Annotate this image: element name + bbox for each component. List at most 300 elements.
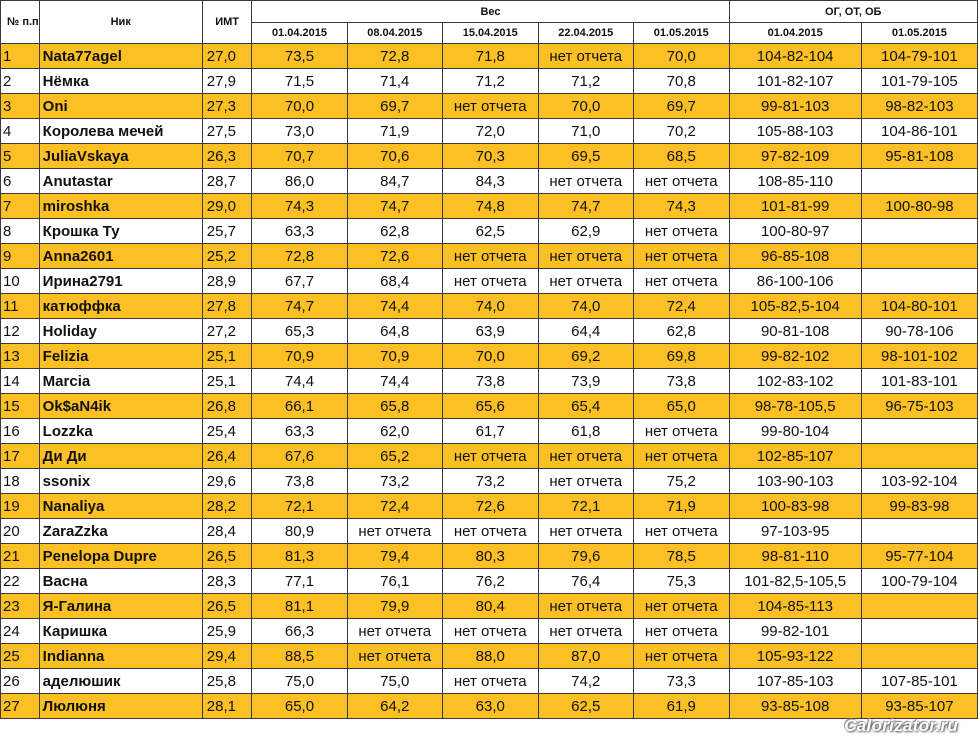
weight-cell: 74,0: [443, 294, 539, 319]
weight-cell: нет отчета: [634, 519, 730, 544]
measure-cell: [861, 244, 977, 269]
weight-cell: 63,9: [443, 319, 539, 344]
weight-cell: нет отчета: [634, 619, 730, 644]
bmi-cell: 29,0: [202, 194, 252, 219]
header-weight-date: 22.04.2015: [538, 23, 634, 44]
measure-cell: 101-82-107: [729, 69, 861, 94]
bmi-cell: 29,6: [202, 469, 252, 494]
measure-cell: 90-78-106: [861, 319, 977, 344]
weight-cell: 80,9: [252, 519, 347, 544]
weight-cell: 77,1: [252, 569, 347, 594]
nick-cell: Я-Галина: [39, 594, 202, 619]
weight-cell: 72,0: [443, 119, 539, 144]
weight-cell: 64,8: [347, 319, 443, 344]
weight-cell: 62,8: [347, 219, 443, 244]
weight-cell: 62,5: [443, 219, 539, 244]
bmi-cell: 27,2: [202, 319, 252, 344]
weight-cell: 74,4: [347, 369, 443, 394]
weight-cell: нет отчета: [634, 169, 730, 194]
table-row: [1, 444, 978, 469]
weight-cell: 73,8: [443, 369, 539, 394]
weight-cell: нет отчета: [538, 619, 634, 644]
weight-cell: 72,8: [252, 244, 347, 269]
weight-cell: 71,2: [538, 69, 634, 94]
row-number: 11: [1, 294, 40, 319]
table-row: [1, 294, 978, 319]
nick-cell: Felizia: [39, 344, 202, 369]
weight-cell: 70,9: [252, 344, 347, 369]
nick-cell: Люлюня: [39, 694, 202, 719]
nick-cell: Holiday: [39, 319, 202, 344]
row-number: 2: [1, 69, 40, 94]
weight-cell: 73,3: [634, 669, 730, 694]
nick-cell: Anna2601: [39, 244, 202, 269]
nick-cell: Ди Ди: [39, 444, 202, 469]
measure-cell: 105-82,5-104: [729, 294, 861, 319]
weight-cell: 71,0: [538, 119, 634, 144]
measure-cell: 98-78-105,5: [729, 394, 861, 419]
measure-cell: 104-82-104: [729, 44, 861, 69]
nick-cell: Indianna: [39, 644, 202, 669]
weight-cell: 86,0: [252, 169, 347, 194]
header-weight-date: 01.04.2015: [252, 23, 347, 44]
weight-cell: 68,5: [634, 144, 730, 169]
weight-cell: 84,3: [443, 169, 539, 194]
weight-cell: нет отчета: [538, 169, 634, 194]
bmi-cell: 25,2: [202, 244, 252, 269]
measure-cell: 98-101-102: [861, 344, 977, 369]
header-num: № п.п: [1, 1, 40, 44]
row-number: 24: [1, 619, 40, 644]
weight-cell: 71,9: [634, 494, 730, 519]
measure-cell: 103-90-103: [729, 469, 861, 494]
weight-cell: 72,6: [443, 494, 539, 519]
measure-cell: 98-81-110: [729, 544, 861, 569]
weight-cell: 69,7: [634, 94, 730, 119]
weight-cell: нет отчета: [538, 244, 634, 269]
weight-cell: 62,8: [634, 319, 730, 344]
row-number: 19: [1, 494, 40, 519]
weight-cell: нет отчета: [443, 94, 539, 119]
table-row: [1, 244, 978, 269]
weight-cell: нет отчета: [347, 644, 443, 669]
measure-cell: 108-85-110: [729, 169, 861, 194]
table-row: [1, 394, 978, 419]
nick-cell: Каришка: [39, 619, 202, 644]
row-number: 4: [1, 119, 40, 144]
weight-cell: нет отчета: [538, 269, 634, 294]
weight-cell: нет отчета: [538, 594, 634, 619]
measure-cell: 98-82-103: [861, 94, 977, 119]
weight-cell: 81,1: [252, 594, 347, 619]
row-number: 23: [1, 594, 40, 619]
measure-cell: 101-82,5-105,5: [729, 569, 861, 594]
table-row: [1, 419, 978, 444]
measure-cell: 93-85-108: [729, 694, 861, 719]
table-row: [1, 594, 978, 619]
measure-cell: 95-81-108: [861, 144, 977, 169]
weight-cell: 74,8: [443, 194, 539, 219]
row-number: 12: [1, 319, 40, 344]
nick-cell: катюффка: [39, 294, 202, 319]
table-row: [1, 569, 978, 594]
weight-cell: 74,2: [538, 669, 634, 694]
bmi-cell: 28,4: [202, 519, 252, 544]
row-number: 16: [1, 419, 40, 444]
weight-cell: 64,4: [538, 319, 634, 344]
measure-cell: 104-85-113: [729, 594, 861, 619]
measure-cell: 100-80-97: [729, 219, 861, 244]
row-number: 6: [1, 169, 40, 194]
measure-cell: 100-80-98: [861, 194, 977, 219]
weight-cell: 63,0: [443, 694, 539, 719]
weight-cell: нет отчета: [443, 444, 539, 469]
weight-cell: 73,9: [538, 369, 634, 394]
weight-cell: 67,7: [252, 269, 347, 294]
weight-cell: 74,4: [252, 369, 347, 394]
table-row: [1, 44, 978, 69]
weight-cell: 88,0: [443, 644, 539, 669]
weight-cell: 69,8: [634, 344, 730, 369]
weight-cell: 74,7: [252, 294, 347, 319]
weight-cell: нет отчета: [634, 269, 730, 294]
table-row: [1, 619, 978, 644]
measure-cell: [861, 444, 977, 469]
row-number: 1: [1, 44, 40, 69]
weight-cell: 88,5: [252, 644, 347, 669]
weight-cell: нет отчета: [538, 44, 634, 69]
row-number: 25: [1, 644, 40, 669]
nick-cell: Anutastar: [39, 169, 202, 194]
row-number: 3: [1, 94, 40, 119]
measure-cell: 100-79-104: [861, 569, 977, 594]
measure-cell: [861, 644, 977, 669]
nick-cell: Oni: [39, 94, 202, 119]
measure-cell: 96-85-108: [729, 244, 861, 269]
table-row: [1, 644, 978, 669]
weight-cell: 73,5: [252, 44, 347, 69]
weight-cell: 65,4: [538, 394, 634, 419]
weight-cell: 71,2: [443, 69, 539, 94]
weight-cell: нет отчета: [538, 444, 634, 469]
measure-cell: 100-83-98: [729, 494, 861, 519]
header-nick: Ник: [39, 1, 202, 44]
measure-cell: 104-80-101: [861, 294, 977, 319]
weight-cell: 74,3: [252, 194, 347, 219]
weight-cell: 70,0: [252, 94, 347, 119]
bmi-cell: 28,7: [202, 169, 252, 194]
weight-cell: нет отчета: [634, 644, 730, 669]
weight-cell: 70,0: [538, 94, 634, 119]
row-number: 13: [1, 344, 40, 369]
weight-cell: 79,9: [347, 594, 443, 619]
bmi-cell: 27,9: [202, 69, 252, 94]
measure-cell: 99-81-103: [729, 94, 861, 119]
bmi-cell: 28,3: [202, 569, 252, 594]
weight-cell: 76,4: [538, 569, 634, 594]
measure-cell: 107-85-101: [861, 669, 977, 694]
weight-cell: 61,8: [538, 419, 634, 444]
bmi-cell: 28,1: [202, 694, 252, 719]
table-row: [1, 94, 978, 119]
weight-cell: нет отчета: [634, 444, 730, 469]
measure-cell: 93-85-107: [861, 694, 977, 719]
bmi-cell: 27,3: [202, 94, 252, 119]
nick-cell: Нёмка: [39, 69, 202, 94]
weight-cell: нет отчета: [443, 519, 539, 544]
row-number: 10: [1, 269, 40, 294]
nick-cell: Васна: [39, 569, 202, 594]
table-row: [1, 169, 978, 194]
weight-cell: 70,8: [634, 69, 730, 94]
weight-cell: 71,4: [347, 69, 443, 94]
row-number: 15: [1, 394, 40, 419]
weight-cell: нет отчета: [347, 619, 443, 644]
weight-cell: 64,2: [347, 694, 443, 719]
row-number: 21: [1, 544, 40, 569]
bmi-cell: 26,3: [202, 144, 252, 169]
weight-cell: 72,6: [347, 244, 443, 269]
measure-cell: 101-83-101: [861, 369, 977, 394]
bmi-cell: 29,4: [202, 644, 252, 669]
weight-cell: 72,4: [347, 494, 443, 519]
measure-cell: 107-85-103: [729, 669, 861, 694]
weight-cell: 80,4: [443, 594, 539, 619]
table-row: [1, 694, 978, 719]
nick-cell: ssonix: [39, 469, 202, 494]
table-row: [1, 144, 978, 169]
nick-cell: Королева мечей: [39, 119, 202, 144]
weight-cell: 61,9: [634, 694, 730, 719]
bmi-cell: 27,8: [202, 294, 252, 319]
bmi-cell: 25,8: [202, 669, 252, 694]
weight-cell: 73,8: [252, 469, 347, 494]
nick-cell: Nanaliya: [39, 494, 202, 519]
table-row: [1, 194, 978, 219]
weight-cell: 65,0: [634, 394, 730, 419]
measure-cell: [861, 419, 977, 444]
weight-cell: нет отчета: [443, 269, 539, 294]
table-row: [1, 219, 978, 244]
weight-cell: 73,0: [252, 119, 347, 144]
weight-cell: 73,8: [634, 369, 730, 394]
weight-cell: 65,3: [252, 319, 347, 344]
measure-cell: 99-82-101: [729, 619, 861, 644]
row-number: 27: [1, 694, 40, 719]
row-number: 8: [1, 219, 40, 244]
bmi-cell: 27,5: [202, 119, 252, 144]
weight-cell: 74,4: [347, 294, 443, 319]
weight-cell: нет отчета: [443, 619, 539, 644]
table-row: [1, 119, 978, 144]
header-weight-date: 08.04.2015: [347, 23, 443, 44]
table-row: [1, 319, 978, 344]
weight-cell: 70,0: [634, 44, 730, 69]
measure-cell: 99-80-104: [729, 419, 861, 444]
header-weight-group: Вес: [252, 1, 729, 23]
weight-cell: нет отчета: [443, 669, 539, 694]
nick-cell: Marcia: [39, 369, 202, 394]
weight-cell: 74,7: [538, 194, 634, 219]
measure-cell: 95-77-104: [861, 544, 977, 569]
weight-cell: 84,7: [347, 169, 443, 194]
measure-cell: 90-81-108: [729, 319, 861, 344]
weight-cell: 70,7: [252, 144, 347, 169]
weight-cell: 69,2: [538, 344, 634, 369]
header-row: [1, 1, 978, 23]
nick-cell: JuliaVskaya: [39, 144, 202, 169]
weight-cell: нет отчета: [634, 244, 730, 269]
bmi-cell: 25,4: [202, 419, 252, 444]
weight-cell: 62,5: [538, 694, 634, 719]
weight-cell: 70,9: [347, 344, 443, 369]
measure-cell: 97-82-109: [729, 144, 861, 169]
bmi-cell: 26,5: [202, 544, 252, 569]
header-measure-group: ОГ, ОТ, ОБ: [729, 1, 977, 23]
weight-cell: 75,2: [634, 469, 730, 494]
weight-cell: 75,0: [252, 669, 347, 694]
weight-cell: 71,5: [252, 69, 347, 94]
row-number: 18: [1, 469, 40, 494]
row-number: 20: [1, 519, 40, 544]
measure-cell: 104-86-101: [861, 119, 977, 144]
weight-cell: 61,7: [443, 419, 539, 444]
weight-cell: 76,1: [347, 569, 443, 594]
table-row: [1, 269, 978, 294]
weight-cell: 67,6: [252, 444, 347, 469]
weight-cell: 63,3: [252, 219, 347, 244]
measure-cell: 102-83-102: [729, 369, 861, 394]
weight-cell: 74,3: [634, 194, 730, 219]
weight-cell: 72,1: [252, 494, 347, 519]
weight-cell: 65,2: [347, 444, 443, 469]
bmi-cell: 26,8: [202, 394, 252, 419]
table-row: [1, 469, 978, 494]
measure-cell: 101-81-99: [729, 194, 861, 219]
weight-cell: 62,0: [347, 419, 443, 444]
weight-cell: нет отчета: [443, 244, 539, 269]
weight-cell: 80,3: [443, 544, 539, 569]
bmi-cell: 25,1: [202, 344, 252, 369]
weight-cell: 87,0: [538, 644, 634, 669]
weight-cell: нет отчета: [347, 519, 443, 544]
row-number: 5: [1, 144, 40, 169]
measure-cell: [861, 519, 977, 544]
row-number: 22: [1, 569, 40, 594]
measure-cell: 104-79-101: [861, 44, 977, 69]
bmi-cell: 25,7: [202, 219, 252, 244]
table-row: [1, 669, 978, 694]
weight-cell: 75,3: [634, 569, 730, 594]
weight-cell: 71,9: [347, 119, 443, 144]
header-weight-date: 15.04.2015: [443, 23, 539, 44]
measure-cell: 99-82-102: [729, 344, 861, 369]
weight-cell: 79,4: [347, 544, 443, 569]
bmi-cell: 26,5: [202, 594, 252, 619]
header-measure-date: 01.04.2015: [729, 23, 861, 44]
measure-cell: [861, 594, 977, 619]
nick-cell: Nata77agel: [39, 44, 202, 69]
row-number: 17: [1, 444, 40, 469]
weight-cell: 69,5: [538, 144, 634, 169]
weight-cell: 73,2: [443, 469, 539, 494]
table-row: [1, 494, 978, 519]
weight-cell: 79,6: [538, 544, 634, 569]
row-number: 26: [1, 669, 40, 694]
weight-cell: 70,3: [443, 144, 539, 169]
weight-cell: 71,8: [443, 44, 539, 69]
weight-cell: 65,8: [347, 394, 443, 419]
weight-cell: нет отчета: [634, 419, 730, 444]
weight-cell: 69,7: [347, 94, 443, 119]
weight-cell: 72,4: [634, 294, 730, 319]
row-number: 14: [1, 369, 40, 394]
table-row: [1, 69, 978, 94]
weight-cell: 81,3: [252, 544, 347, 569]
nick-cell: Ok$aN4ik: [39, 394, 202, 419]
weight-cell: 72,1: [538, 494, 634, 519]
weight-cell: 65,6: [443, 394, 539, 419]
weight-cell: 62,9: [538, 219, 634, 244]
measure-cell: 96-75-103: [861, 394, 977, 419]
measure-cell: 102-85-107: [729, 444, 861, 469]
weight-cell: 63,3: [252, 419, 347, 444]
bmi-cell: 28,9: [202, 269, 252, 294]
weight-cell: 70,0: [443, 344, 539, 369]
weight-cell: нет отчета: [634, 219, 730, 244]
weight-cell: 74,7: [347, 194, 443, 219]
measure-cell: [861, 619, 977, 644]
measure-cell: 101-79-105: [861, 69, 977, 94]
header-bmi: ИМТ: [202, 1, 252, 44]
weight-cell: 66,1: [252, 394, 347, 419]
weight-cell: 78,5: [634, 544, 730, 569]
measure-cell: [861, 219, 977, 244]
weight-cell: 66,3: [252, 619, 347, 644]
measure-cell: 99-83-98: [861, 494, 977, 519]
nick-cell: Крошка Ту: [39, 219, 202, 244]
watermark: Calorizator.ru: [844, 716, 958, 735]
row-number: 7: [1, 194, 40, 219]
header-measure-date: 01.05.2015: [861, 23, 977, 44]
weight-cell: 70,2: [634, 119, 730, 144]
weight-cell: 72,8: [347, 44, 443, 69]
weight-cell: 73,2: [347, 469, 443, 494]
table-row: [1, 519, 978, 544]
weight-cell: 76,2: [443, 569, 539, 594]
weight-cell: 70,6: [347, 144, 443, 169]
header-weight-date: 01.05.2015: [634, 23, 730, 44]
measure-cell: 103-92-104: [861, 469, 977, 494]
bmi-cell: 25,9: [202, 619, 252, 644]
weight-cell: 74,0: [538, 294, 634, 319]
nick-cell: Ирина2791: [39, 269, 202, 294]
bmi-cell: 27,0: [202, 44, 252, 69]
measure-cell: 86-100-106: [729, 269, 861, 294]
table-row: [1, 344, 978, 369]
nick-cell: miroshka: [39, 194, 202, 219]
weight-cell: 68,4: [347, 269, 443, 294]
row-number: 9: [1, 244, 40, 269]
measure-cell: 105-88-103: [729, 119, 861, 144]
weight-cell: 65,0: [252, 694, 347, 719]
bmi-cell: 26,4: [202, 444, 252, 469]
nick-cell: ZaraZzka: [39, 519, 202, 544]
bmi-cell: 28,2: [202, 494, 252, 519]
measure-cell: [861, 269, 977, 294]
measure-cell: 105-93-122: [729, 644, 861, 669]
measure-cell: 97-103-95: [729, 519, 861, 544]
